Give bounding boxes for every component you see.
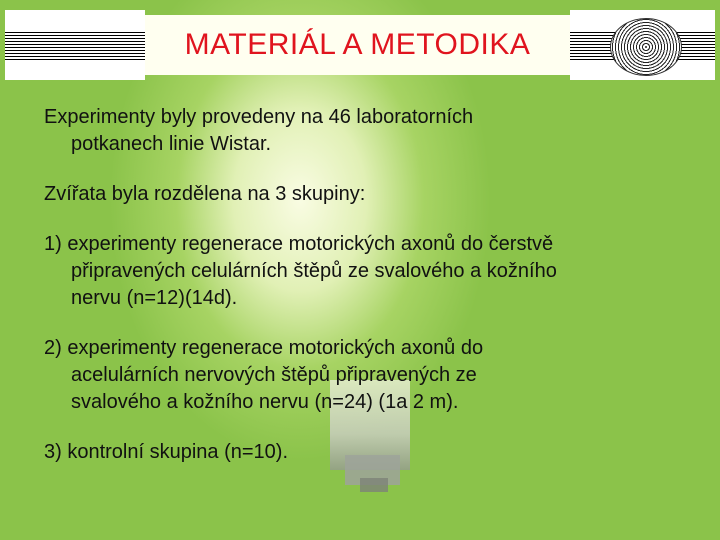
- paragraph-line: nervu (n=12)(14d).: [71, 287, 238, 309]
- paragraph-line: acelulárních nervových štěpů připravených ze: [71, 364, 477, 386]
- paragraph-line: 1) experimenty regenerace motorických axonů do čerstvě: [44, 233, 554, 255]
- paragraph-line: Zvířata byla rozdělena na 3 skupiny:: [44, 183, 366, 205]
- header-left-decoration: [5, 10, 145, 80]
- paragraph-line: potkanech linie Wistar.: [71, 133, 272, 155]
- slide-title: MATERIÁL A METODIKA: [184, 28, 531, 61]
- paragraph-line: svalového a kožního nervu (n=24) (1a 2 m).: [71, 391, 459, 413]
- list-item: [44, 231, 694, 312]
- horizontal-lines-decoration: [5, 32, 145, 62]
- paragraph-line: 2) experimenty regenerace motorických axonů do: [44, 337, 484, 359]
- paragraph-line: připravených celulárních štěpů ze svalového a kožního: [71, 260, 557, 282]
- brain-icon: [610, 18, 682, 76]
- paragraph: [44, 181, 694, 208]
- paragraph-line: Experimenty byly provedeny na 46 laboratorních: [44, 106, 474, 128]
- list-item: [44, 439, 694, 466]
- paragraph: [44, 104, 694, 158]
- header-right-decoration: [570, 10, 715, 80]
- title-box: [145, 15, 570, 75]
- paragraph-line: 3) kontrolní skupina (n=10).: [44, 441, 289, 463]
- slide-body: [44, 104, 694, 489]
- list-item: [44, 335, 694, 416]
